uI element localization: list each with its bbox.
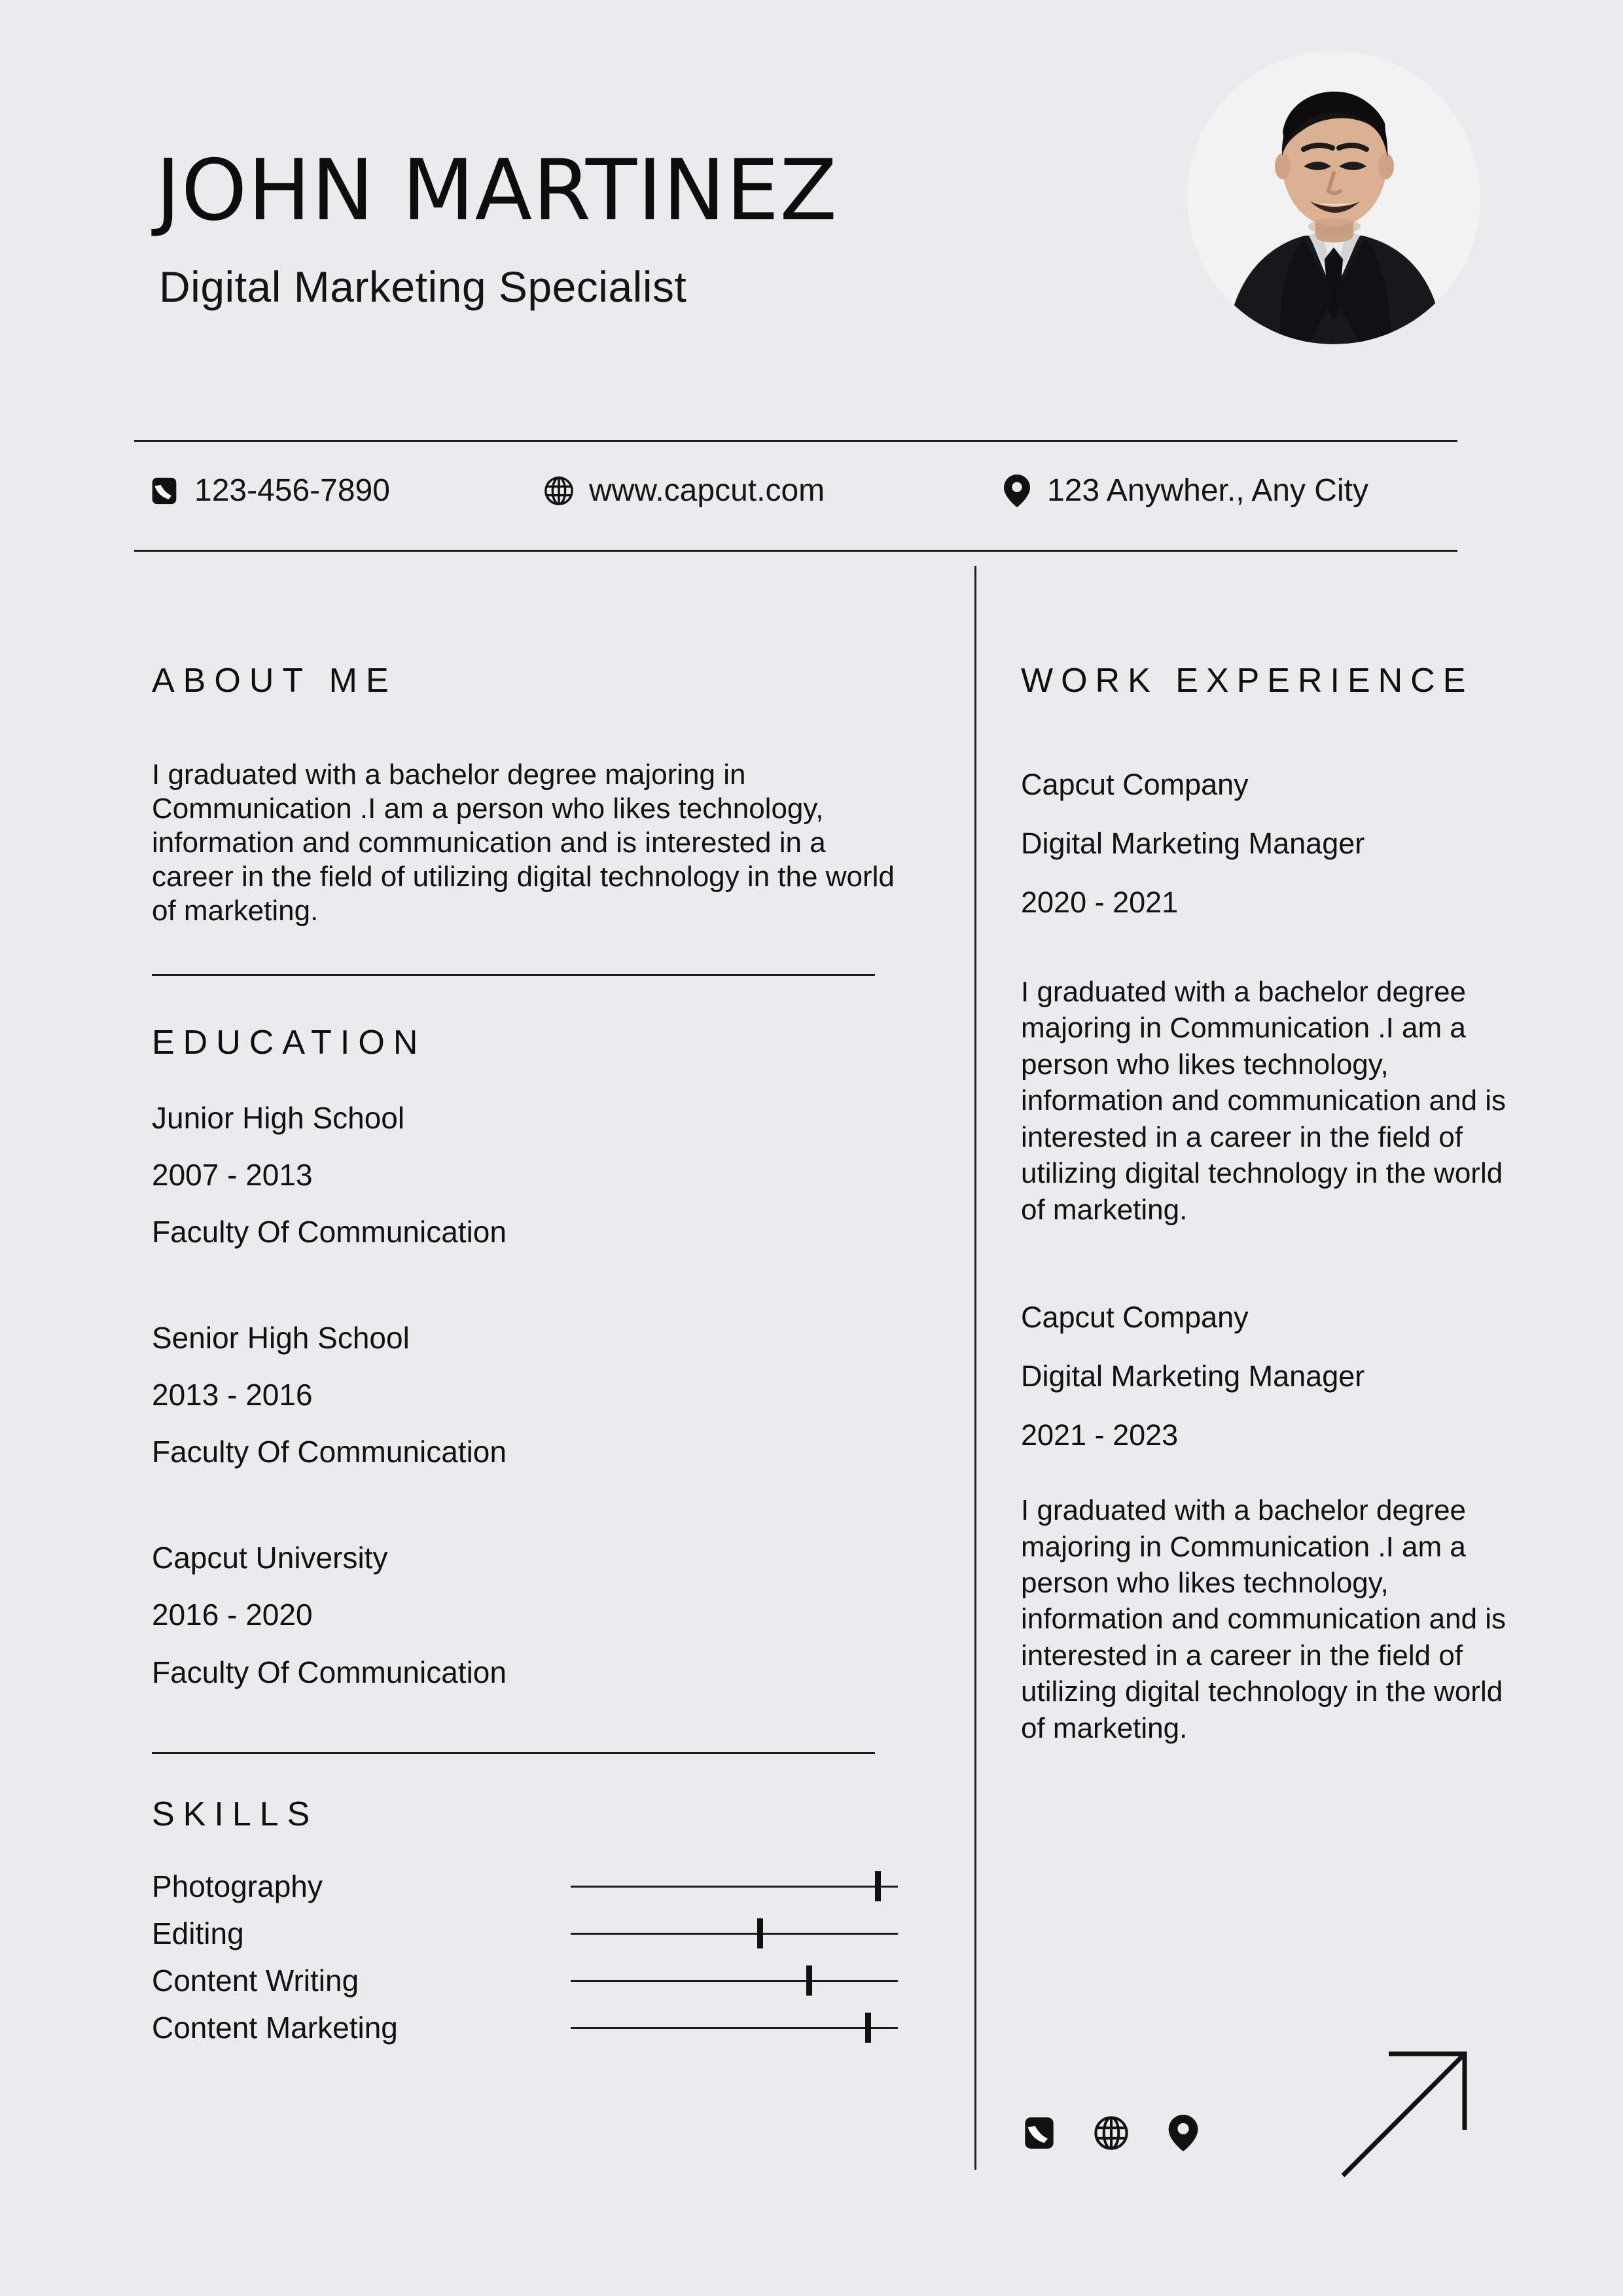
experience-role: Digital Marketing Manager xyxy=(1021,827,1365,860)
page-title: JOHN MARTINEZ xyxy=(156,142,838,240)
globe-icon[interactable] xyxy=(1093,2114,1130,2152)
experience-company: Capcut Company xyxy=(1021,1300,1249,1335)
contact-phone-text: 123-456-7890 xyxy=(194,473,390,508)
avatar xyxy=(1187,51,1480,344)
contact-website[interactable] xyxy=(543,473,825,509)
experience-description: I graduated with a bachelor degree majoring in Communication .I am a person who likes technology, information and communication and is interested in a career in the field of utilizing digital technology in the world of marketing. xyxy=(1021,976,1507,1226)
divider-about-education xyxy=(152,974,875,976)
education-entry xyxy=(152,1310,931,1481)
experience-description: I graduated with a bachelor degree majoring in Communication .I am a person who likes technology, information and communication and is interested in a career in the field of utilizing digital technology in the world of marketing. xyxy=(1021,1494,1507,1744)
about-body: I graduated with a bachelor degree majoring in Communication .I am a person who likes technology, information and communication and is interested in a career in the field of utilizing digital technology in the world of marketing. xyxy=(152,759,895,927)
contact-website-text: www.capcut.com xyxy=(589,473,825,508)
location-pin-icon xyxy=(1001,474,1033,508)
arrow-up-right-icon xyxy=(1334,2041,1478,2185)
section-title-experience: WORK EXPERIENCE xyxy=(1021,662,1474,700)
skill-marker xyxy=(865,2013,871,2043)
education-school: Junior High School xyxy=(152,1100,405,1135)
education-school: Senior High School xyxy=(152,1320,410,1355)
experience-years: 2021 - 2023 xyxy=(1021,1418,1179,1452)
experience-company: Capcut Company xyxy=(1021,768,1249,801)
avatar-portrait xyxy=(1187,51,1480,344)
skill-label: Photography xyxy=(152,1869,323,1904)
skill-marker xyxy=(875,1871,881,1901)
section-title-about: ABOUT ME xyxy=(152,662,397,700)
phone-icon[interactable] xyxy=(1021,2114,1058,2152)
skill-label: Content Writing xyxy=(152,1964,359,1998)
skill-row xyxy=(152,2004,931,2051)
experience-entry xyxy=(1021,755,1518,1228)
education-faculty: Faculty Of Communication xyxy=(152,1215,507,1249)
skill-track xyxy=(571,1886,898,1888)
skill-label: Content Marketing xyxy=(152,2011,398,2045)
contact-address[interactable] xyxy=(1001,473,1368,509)
experience-role: Digital Marketing Manager xyxy=(1021,1359,1365,1393)
education-faculty: Faculty Of Communication xyxy=(152,1435,507,1469)
education-years: 2007 - 2013 xyxy=(152,1157,313,1192)
education-entry xyxy=(152,1090,931,1261)
skill-row xyxy=(152,1957,931,2004)
education-years: 2013 - 2016 xyxy=(152,1378,313,1412)
right-column xyxy=(1021,661,1518,1746)
phone-icon xyxy=(149,474,180,508)
skill-track xyxy=(571,1933,898,1935)
skill-label: Editing xyxy=(152,1916,244,1951)
education-faculty: Faculty Of Communication xyxy=(152,1655,507,1689)
skill-marker xyxy=(806,1965,812,1996)
education-years: 2016 - 2020 xyxy=(152,1598,313,1632)
skill-track xyxy=(571,2027,898,2029)
left-column xyxy=(152,661,931,2051)
experience-years: 2020 - 2021 xyxy=(1021,886,1179,919)
skill-marker xyxy=(757,1918,763,1948)
job-title: Digital Marketing Specialist xyxy=(159,262,687,311)
skills-list xyxy=(152,1863,931,2051)
contact-address-text: 123 Anywher., Any City xyxy=(1047,473,1368,508)
column-divider xyxy=(974,566,976,2170)
divider-bottom xyxy=(134,550,1457,552)
experience-entry xyxy=(1021,1288,1518,1746)
section-title-skills: SKILLS xyxy=(152,1795,319,1834)
skill-track xyxy=(571,1980,898,1982)
skill-row xyxy=(152,1910,931,1957)
divider-top xyxy=(134,440,1457,442)
section-title-education: EDUCATION xyxy=(152,1023,427,1062)
globe-icon xyxy=(543,474,575,508)
footer-icon-group xyxy=(1021,2114,1202,2152)
header xyxy=(0,0,1623,445)
location-pin-icon[interactable] xyxy=(1165,2114,1202,2152)
education-school: Capcut University xyxy=(152,1540,388,1575)
contact-phone[interactable] xyxy=(149,473,390,509)
skill-row xyxy=(152,1863,931,1910)
education-entry xyxy=(152,1530,931,1701)
contact-bar xyxy=(134,458,1457,537)
divider-education-skills xyxy=(152,1752,875,1754)
